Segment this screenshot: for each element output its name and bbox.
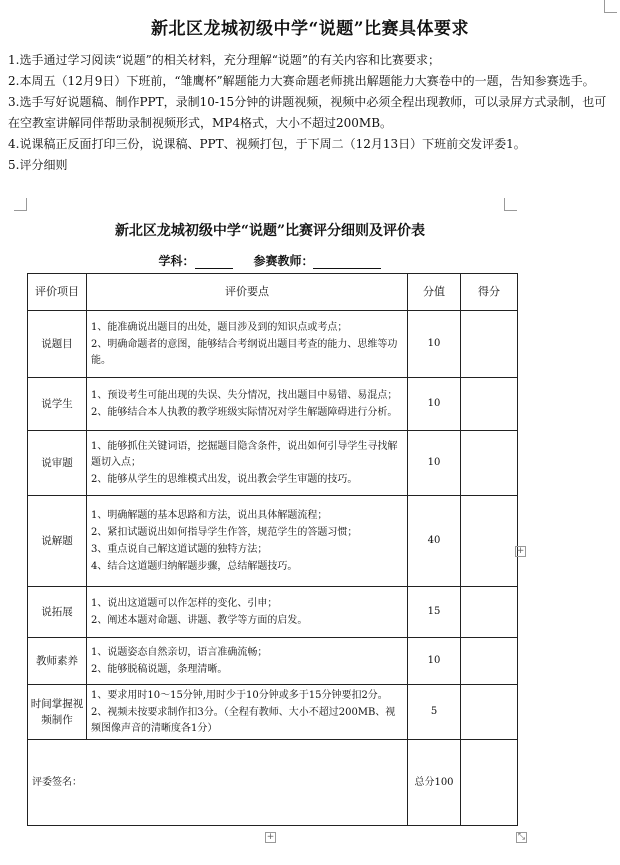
- point-text: 2、能够结合本人执教的教学班级实际情况对学生解题障碍进行分析。: [91, 406, 398, 418]
- judge-signature[interactable]: 评委签名：: [28, 740, 408, 826]
- requirement-item-5: 5.评分细则: [8, 158, 68, 172]
- crop-mark-right: [504, 198, 517, 211]
- scoring-table-title: 新北区龙城初级中学“说题”比赛评分细则及评价表: [114, 223, 426, 239]
- table-row: [28, 496, 518, 587]
- crop-mark-left: [14, 198, 27, 211]
- row-points: [87, 638, 408, 685]
- header-score: 分值: [408, 274, 461, 311]
- row-score: 10: [408, 311, 461, 378]
- table-row: [28, 431, 518, 496]
- table-row: [28, 587, 518, 638]
- row-item: 教师素养: [28, 638, 87, 685]
- row-points: [87, 311, 408, 378]
- point-text: 2、紧扣试题说出如何指导学生作答，规范学生的答题习惯；: [91, 526, 358, 538]
- point-text: 1、明确解题的基本思路和方法，说出具体解题流程；: [91, 509, 328, 521]
- row-score: 10: [408, 638, 461, 685]
- subject-blank: [195, 255, 233, 269]
- table-header-row: [28, 274, 518, 311]
- point-text: 1、能够抓住关键词语，挖掘题目隐含条件，说出如何引导学生寻找解题切入点；: [91, 440, 398, 468]
- row-points: [87, 431, 408, 496]
- point-text: 1、说题姿态自然亲切，语言准确流畅；: [91, 646, 268, 658]
- header-points: 评价要点: [87, 274, 408, 311]
- requirements-list: [8, 50, 612, 176]
- row-got-cell[interactable]: [461, 431, 518, 496]
- header-got: 得分: [461, 274, 518, 311]
- table-resize-corner-icon[interactable]: ⤡: [517, 832, 526, 842]
- requirement-item-3: 3.选手写好说题稿、制作PPT，录制10-15分钟的讲题视频，视频中必须全程出现教师，可以录屏方式录制，也可在空教室讲解同伴帮助录制视频形式，MP4格式，大小不超过200MB。: [8, 95, 607, 130]
- scoring-table: [27, 273, 518, 826]
- row-got-cell[interactable]: [461, 638, 518, 685]
- row-got-cell[interactable]: [461, 685, 518, 740]
- table-add-row-plus-icon[interactable]: +: [266, 832, 275, 842]
- table-row: [28, 311, 518, 378]
- row-score: 10: [408, 378, 461, 431]
- point-text: 2、能够脱稿说题，条理清晰。: [91, 663, 228, 675]
- table-resize-plus-icon[interactable]: +: [516, 546, 525, 556]
- row-score: 15: [408, 587, 461, 638]
- table-row: [28, 378, 518, 431]
- point-text: 2、阐述本题对命题、讲题、教学等方面的启发。: [91, 614, 308, 626]
- row-points: [87, 685, 408, 740]
- requirement-item-4: 4.说课稿正反面打印三份，说课稿、PPT、视频打包，于下周二（12月13日）下班前交发评委1。: [8, 137, 526, 151]
- row-item: 说拓展: [28, 587, 87, 638]
- header-item: 评价项目: [28, 274, 87, 311]
- row-item: 说解题: [28, 496, 87, 587]
- point-text: 1、要求用时10～15分钟,用时少于10分钟或多于15分钟要扣2分。: [91, 689, 388, 701]
- point-text: 2、明确命题者的意图，能够结合考纲说出题目考查的能力、思维等功能。: [91, 338, 398, 366]
- subject-teacher-line: [0, 252, 540, 269]
- row-got-cell[interactable]: [461, 496, 518, 587]
- row-points: [87, 496, 408, 587]
- table-row: [28, 638, 518, 685]
- point-text: 1、预设考生可能出现的失误、失分情况，找出题目中易错、易混点；: [91, 389, 398, 401]
- page-corner-mark: [604, 0, 617, 13]
- point-text: 1、能准确说出题目的出处，题目涉及到的知识点或考点；: [91, 321, 348, 333]
- total-got-cell[interactable]: [461, 740, 518, 826]
- row-score: 40: [408, 496, 461, 587]
- row-got-cell[interactable]: [461, 587, 518, 638]
- row-score: 5: [408, 685, 461, 740]
- point-text: 2、能够从学生的思维模式出发，说出教会学生审题的技巧。: [91, 473, 358, 485]
- row-got-cell[interactable]: [461, 311, 518, 378]
- point-text: 3、重点说自己解这道试题的独特方法；: [91, 543, 268, 555]
- row-got-cell[interactable]: [461, 378, 518, 431]
- row-score: 10: [408, 431, 461, 496]
- row-item: 说题目: [28, 311, 87, 378]
- table-row: [28, 685, 518, 740]
- point-text: 2、视频未按要求制作扣3分。（全程有教师、大小不超过200MB、视频图像声音的清晰度各1分）: [91, 706, 396, 734]
- teacher-blank: [313, 255, 381, 269]
- total-score: 总分100: [408, 740, 461, 826]
- row-item: 说学生: [28, 378, 87, 431]
- requirement-item-1: 1.选手通过学习阅读“说题”的相关材料，充分理解“说题”的有关内容和比赛要求；: [8, 53, 440, 67]
- requirement-item-2: 2.本周五（12月9日）下班前，“雏鹰杯”解题能力大赛命题老师挑出解题能力大赛卷中的一题，告知参赛选手。: [8, 74, 595, 88]
- row-points: [87, 587, 408, 638]
- row-item: 时间掌握视频制作: [28, 685, 87, 740]
- point-text: 1、说出这道题可以作怎样的变化、引申；: [91, 597, 278, 609]
- row-points: [87, 378, 408, 431]
- signature-row: [28, 740, 518, 826]
- document-title: 新北区龙城初级中学“说题”比赛具体要求: [150, 19, 470, 39]
- teacher-label: 参赛教师：: [253, 254, 314, 268]
- point-text: 4、结合这道题归纳解题步骤，总结解题技巧。: [91, 560, 298, 572]
- subject-label: 学科：: [158, 254, 195, 268]
- row-item: 说审题: [28, 431, 87, 496]
